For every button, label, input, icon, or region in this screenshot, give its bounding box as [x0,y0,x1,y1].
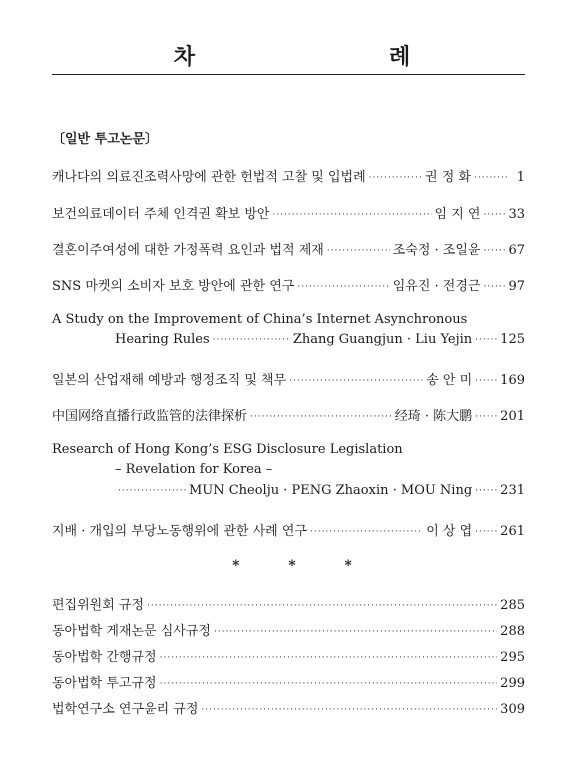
dot-leader [475,486,497,496]
page-title: 차 례 [173,45,461,70]
appendix-entry[interactable] [52,594,525,612]
entry-page: 33 [508,207,525,222]
toc-entry[interactable] [52,369,525,387]
dot-leader [297,282,389,292]
toc-entry[interactable] [52,405,525,423]
entry-page: 201 [500,409,525,424]
toc-entry[interactable] [52,312,525,330]
entry-author: 권 정 화 [425,170,471,185]
toc-entry-continuation[interactable] [115,332,525,350]
appendix-title: 편집위원회 규정 [52,598,145,613]
appendix-page: 309 [500,702,525,717]
appendix-page: 299 [500,676,525,691]
toc-entry[interactable] [52,520,525,538]
entry-page: 1 [516,170,525,185]
entry-page: 125 [500,332,525,347]
toc-entry[interactable] [52,442,525,460]
dot-leader [475,376,497,386]
appendix-page: 285 [500,598,525,613]
entry-title: SNS 마켓의 소비자 보호 방안에 관한 연구 [52,279,295,294]
entry-title: 中国网络直播行政监管的法律探析 [52,409,248,424]
appendix-entry[interactable] [52,620,525,638]
dot-leader [475,527,497,537]
entry-subtitle: – Revelation for Korea – [115,462,273,477]
section-heading: 〔일반 투고논문〕 [52,132,158,147]
appendix-page: 288 [500,624,525,639]
entry-title-cont: Hearing Rules [115,332,210,347]
dot-leader [272,210,431,220]
entry-page: 67 [508,243,525,258]
dot-leader [327,246,390,256]
appendix-title: 동아법학 투고규정 [52,676,157,691]
appendix-entry[interactable] [52,698,525,716]
toc-entry[interactable] [52,203,525,221]
toc-entry[interactable] [52,275,525,293]
appendix-page: 295 [500,650,525,665]
entry-title: 결혼이주여성에 대한 가정폭력 요인과 법적 제재 [52,243,324,258]
entry-title: 일본의 산업재해 예방과 행정조직 및 책무 [52,373,287,388]
dot-leader [310,527,423,537]
dot-leader [250,412,392,422]
entry-author: 송 안 미 [426,373,473,388]
dot-leader [213,335,290,345]
dot-leader [475,412,497,422]
dot-leader [483,210,505,220]
dot-leader [160,679,498,689]
dot-leader [160,653,498,663]
entry-page: 261 [500,524,525,539]
dot-leader [483,246,505,256]
appendix-title: 동아법학 게재논문 심사규정 [52,624,211,639]
section-separator: * * * [232,558,374,574]
entry-page: 169 [500,373,525,388]
dot-leader [214,627,497,637]
title-rule [52,74,525,75]
entry-author: 임유진 · 전경근 [392,279,481,294]
entry-author: 조숙정 · 조일윤 [392,243,481,258]
appendix-entry[interactable] [52,672,525,690]
dot-leader [201,705,497,715]
appendix-title: 동아법학 간행규정 [52,650,157,665]
toc-entry[interactable] [52,166,525,184]
entry-author: 임 지 연 [434,207,481,222]
entry-title: 캐나다의 의료진조력사망에 관한 헌법적 고찰 및 입법례 [52,170,366,185]
entry-author: Zhang Guangjun · Liu Yejin [292,332,473,347]
appendix-entry[interactable] [52,646,525,664]
entry-title: 지배 · 개입의 부당노동행위에 관한 사례 연구 [52,524,307,539]
entry-title: 보건의료데이터 주체 인격권 확보 방안 [52,207,270,222]
entry-title: Research of Hong Kong’s ESG Disclosure Legislation [52,442,403,457]
entry-author: 이 상 엽 [426,524,473,539]
entry-author: 经琦 · 陈大鹏 [394,409,473,424]
toc-entry[interactable] [52,239,525,257]
entry-page: 231 [500,483,525,498]
dot-leader [289,376,423,386]
toc-entry-continuation[interactable] [118,483,525,501]
dot-leader [475,335,497,345]
dot-leader [474,173,508,183]
entry-page: 97 [508,279,525,294]
dot-leader [483,282,505,292]
entry-title: A Study on the Improvement of China’s Internet Asynchronous [52,312,468,327]
dot-leader [369,173,422,183]
dot-leader [147,601,497,611]
dot-leader [118,486,186,496]
appendix-title: 법학연구소 연구윤리 규정 [52,702,199,717]
entry-author: MUN Cheolju · PENG Zhaoxin · MOU Ning [188,483,473,498]
